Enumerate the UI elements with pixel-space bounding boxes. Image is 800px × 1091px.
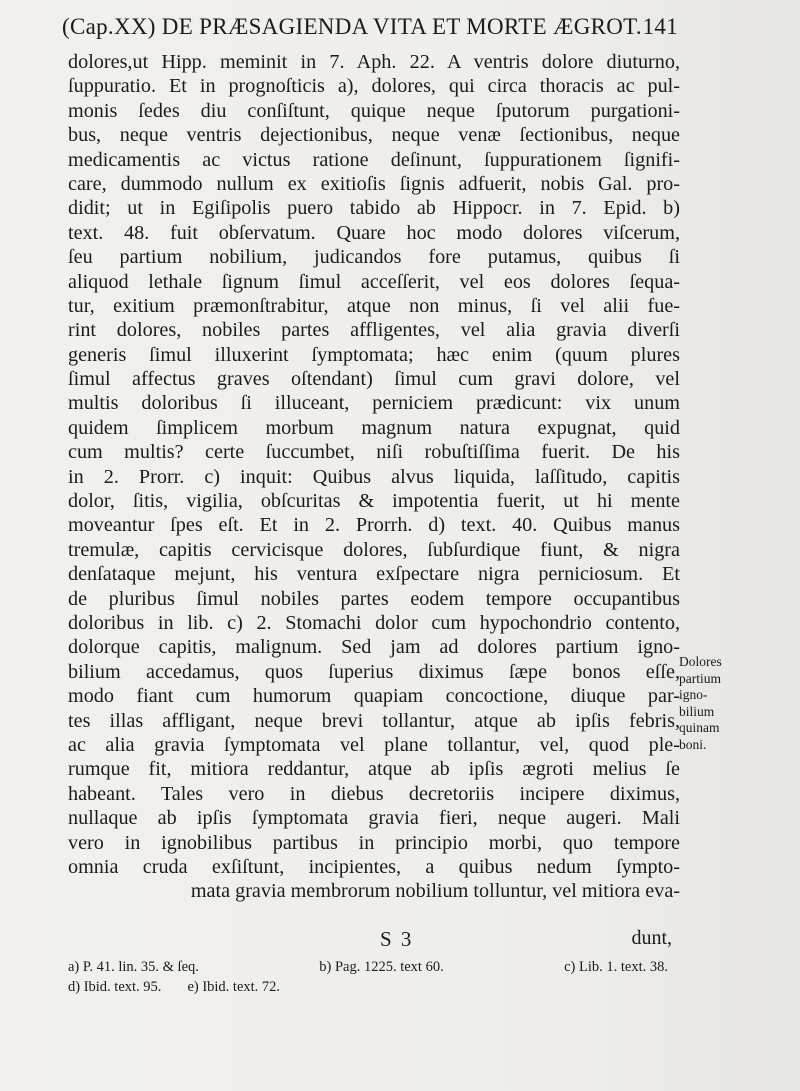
text-line: dolor, ſitis, vigilia, obſcuritas & impotentia fuerit, ut hi mente: [68, 490, 680, 513]
footnotes: [68, 957, 668, 997]
text-line: denſataque mejunt, his ventura exſpectare nigra perniciosum. Et: [68, 563, 680, 586]
text-line: dolores,ut Hipp. meminit in 7. Aph. 22. A ventris dolore diuturno,: [68, 51, 680, 73]
text-line: monis ſedes diu conſiſtunt, quique neque ſputorum purgationi-: [68, 99, 680, 122]
footnote-e: e) Ibid. text. 72.: [187, 979, 281, 995]
text-line: tur, exitium præmonſtrabitur, atque non minus, ſi vel alii fue-: [68, 294, 680, 317]
footnote-d: d) Ibid. text. 95.: [68, 979, 162, 995]
marginal-note-line: quinam: [679, 720, 720, 736]
page-number: 141: [642, 14, 678, 39]
marginal-note-line: bilium: [679, 703, 715, 719]
text-line: habeant. Tales vero in diebus decretoriis incipere diximus,: [68, 782, 680, 805]
text-line: vero in ignobilibus partibus in principio morbi, quo tempore: [68, 831, 680, 854]
marginal-note-line: Dolores: [679, 654, 722, 669]
footnote-c: c) Lib. 1. text. 38.: [564, 959, 668, 975]
signature-mark: S 3: [380, 927, 414, 951]
text-line: medicamentis ac victus ratione deſinunt, ſuppurationem ſignifi-: [68, 148, 680, 171]
text-line: didit; ut in Egiſipolis puero tabido ab Hippocr. in 7. Epid. b): [68, 197, 680, 220]
text-line: cum multis? certe ſuccumbet, niſi robuſtiſſima fuerit. De his: [68, 441, 680, 464]
text-line: generis ſimul illuxerint ſymptomata; hæc enim (quum plures: [68, 343, 680, 366]
bleed-through-text: [690, 78, 800, 158]
text-line: text. 48. fuit obſervatum. Quare hoc modo dolores viſcerum,: [68, 221, 680, 244]
text-line: in 2. Prorr. c) inquit: Quibus alvus liquida, laſſitudo, capitis: [68, 465, 680, 488]
text-line: bus, neque ventris dejectionibus, neque venæ ſectionibus, neque: [68, 124, 680, 147]
text-line: ſimul affectus graves oſtendant) ſimul cum gravi dolore, vel: [68, 368, 680, 391]
text-line: ſeu partium nobilium, judicandos fore putamus, quibus ſi: [68, 246, 680, 269]
main-text-block: [68, 50, 680, 904]
text-line: ſuppuratio. Et in prognoſticis a), dolores, qui circa thoracis ac pul-: [68, 75, 680, 98]
text-line: care, dummodo nullum ex exitioſis ſignis adfuerit, nobis Gal. pro-: [68, 172, 680, 195]
footnote-b: b) Pag. 1225. text 60.: [319, 959, 444, 975]
text-line: tes illas affligant, neque brevi tollantur, atque ab ipſis febris,: [68, 709, 680, 732]
text-line: rumque fit, mitiora reddantur, atque ab ipſis ægroti melius ſe: [68, 758, 680, 781]
text-line: quidem ſimplicem morbum magnum natura expugnat, quid: [68, 416, 680, 439]
footnote-row-2: [68, 977, 668, 997]
text-line: modo fiant cum humorum quapiam concoctione, diuque par-: [68, 685, 680, 708]
marginal-note: [679, 654, 791, 754]
text-line: mata gravia membrorum nobilium tolluntur, vel mitiora eva-: [190, 880, 680, 903]
text-line: de pluribus ſimul nobiles partes eodem tempore occupantibus: [68, 587, 680, 610]
text-line: omnia cruda exſiſtunt, incipientes, a quibus nedum ſympto-: [68, 855, 680, 878]
text-line: tremulæ, capitis cervicisque dolores, ſubſurdique fiunt, & nigra: [68, 538, 680, 561]
marginal-note-line: igno-: [679, 687, 708, 703]
footnote-row-1: [68, 957, 668, 977]
marginal-note-line: boni.: [679, 736, 707, 752]
text-line: doloribus in lib. c) 2. Stomachi dolor cum hypochondrio contento,: [68, 611, 680, 634]
footnote-a: a) P. 41. lin. 35. & ſeq.: [68, 959, 199, 975]
running-title: (Cap.XX) DE PRÆSAGIENDA VITA ET MORTE ÆGROT.: [62, 14, 642, 39]
text-line: multis doloribus ſi illuceant, perniciem prædicunt: vix unum: [68, 392, 680, 415]
text-line: dolorque capitis, malignum. Sed jam ad dolores partium igno-: [68, 636, 680, 659]
text-line: ac alia gravia ſymptomata vel plane tollantur, vel, quod ple-: [68, 733, 680, 756]
text-line: moveantur ſpes eſt. Et in 2. Prorrh. d) text. 40. Quibus manus: [68, 514, 680, 537]
text-line: aliquod lethale ſignum ſimul acceſſerit, vel eos dolores ſequa-: [68, 270, 680, 293]
text-line: rint dolores, nobiles partes affligentes, vel alia gravia diverſi: [68, 319, 680, 342]
running-head: [62, 14, 678, 44]
catchword: dunt,: [631, 927, 672, 949]
text-line: bilium accedamus, quos ſuperius diximus ſæpe bonos eſſe,: [68, 660, 680, 683]
text-line: nullaque ab ipſis ſymptomata gravia fieri, neque augeri. Mali: [68, 807, 680, 830]
marginal-note-line: partium: [679, 670, 721, 686]
